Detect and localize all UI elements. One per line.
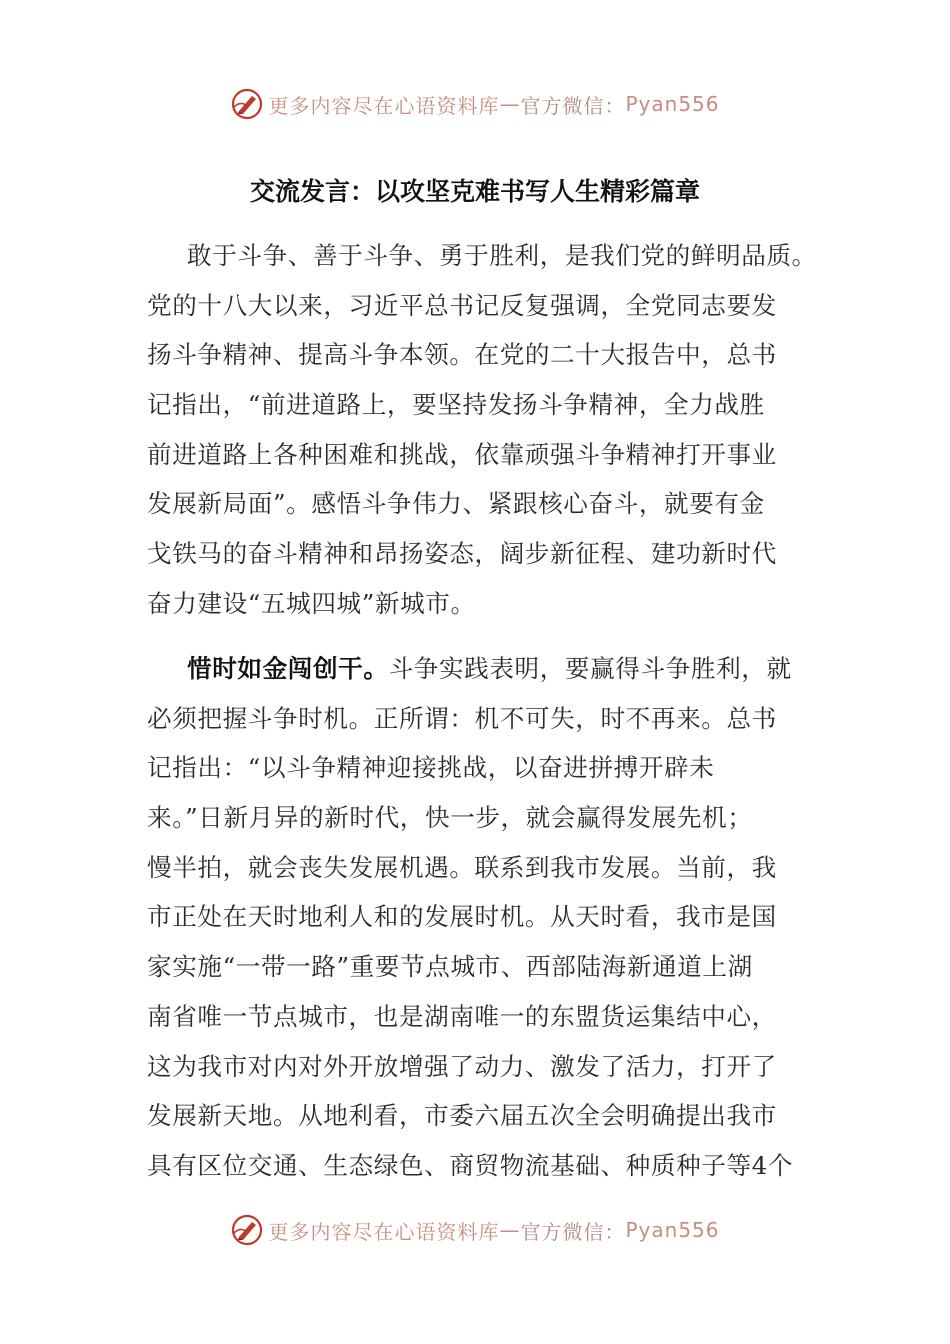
text-line: 戈铁马的奋斗精神和昂扬姿态，阔步新征程、建功新时代 xyxy=(147,539,777,569)
watermark-separator: — xyxy=(499,1218,521,1242)
pen-logo-icon xyxy=(230,87,264,121)
paragraph-2 xyxy=(147,644,827,1191)
text-line: 记指出，“前进道路上，要坚持发扬斗争精神，全力战胜 xyxy=(147,390,765,420)
watermark-wechat-id: Pyan556 xyxy=(625,1218,720,1242)
text-line: 扬斗争精神、提高斗争本领。在党的二十大报告中，总书 xyxy=(147,340,777,370)
header-watermark xyxy=(0,84,950,124)
watermark-brand: 更多内容尽在心语资料库 xyxy=(268,1219,500,1244)
text-line: 发展新天地。从地利看，市委六届五次全会明确提出我市 xyxy=(147,1101,777,1131)
watermark-wechat-id: Pyan556 xyxy=(625,92,720,116)
text-line: 奋力建设“五城四城”新城市。 xyxy=(147,588,476,618)
text-line: 前进道路上各种困难和挑战，依靠顽强斗争精神打开事业 xyxy=(147,439,777,469)
watermark-label: 官方微信： xyxy=(520,1219,626,1244)
paragraph-text: 斗争实践表明，要赢得斗争胜利，就 xyxy=(388,654,792,683)
watermark-brand: 更多内容尽在心语资料库 xyxy=(268,93,500,118)
text-line: 家实施“一带一路”重要节点城市、西部陆海新通道上湖 xyxy=(147,952,753,982)
text-line: 市正处在天时地利人和的发展时机。从天时看，我市是国 xyxy=(147,902,777,932)
text-line: 慢半拍，就会丧失发展机遇。联系到我市发展。当前，我 xyxy=(147,852,777,882)
text-line: 南省唯一节点城市，也是湖南唯一的东盟货运集结中心， xyxy=(147,1001,777,1031)
footer-watermark xyxy=(0,1210,950,1250)
watermark-label: 官方微信： xyxy=(520,93,626,118)
text-line xyxy=(147,644,827,694)
text-line: 党的十八大以来，习近平总书记反复强调，全党同志要发 xyxy=(147,290,777,320)
text-line: 记指出：“以斗争精神迎接挑战，以奋进拼搏开辟未 xyxy=(147,753,715,783)
document-title: 交流发言：以攻坚克难书写人生精彩篇章 xyxy=(249,177,700,206)
paragraph-heading: 惜时如金闯创干。 xyxy=(187,654,389,683)
pen-logo-icon xyxy=(230,1213,264,1247)
text-line: 发展新局面”。感悟斗争伟力、紧跟核心奋斗，就要有金 xyxy=(147,489,765,519)
text-line: 具有区位交通、生态绿色、商贸物流基础、种质种子等4个 xyxy=(147,1150,794,1180)
text-line: 来。”日新月异的新时代，快一步，就会赢得发展先机； xyxy=(147,803,753,833)
text-line: 必须把握斗争时机。正所谓：机不可失，时不再来。总书 xyxy=(147,703,777,733)
text-line: 敢于斗争、善于斗争、勇于胜利，是我们党的鲜明品质。 xyxy=(187,241,817,270)
watermark-separator: — xyxy=(499,92,521,116)
text-line: 这为我市对内对外开放增强了动力、激发了活力，打开了 xyxy=(147,1051,777,1081)
paragraph-1 xyxy=(147,231,827,629)
